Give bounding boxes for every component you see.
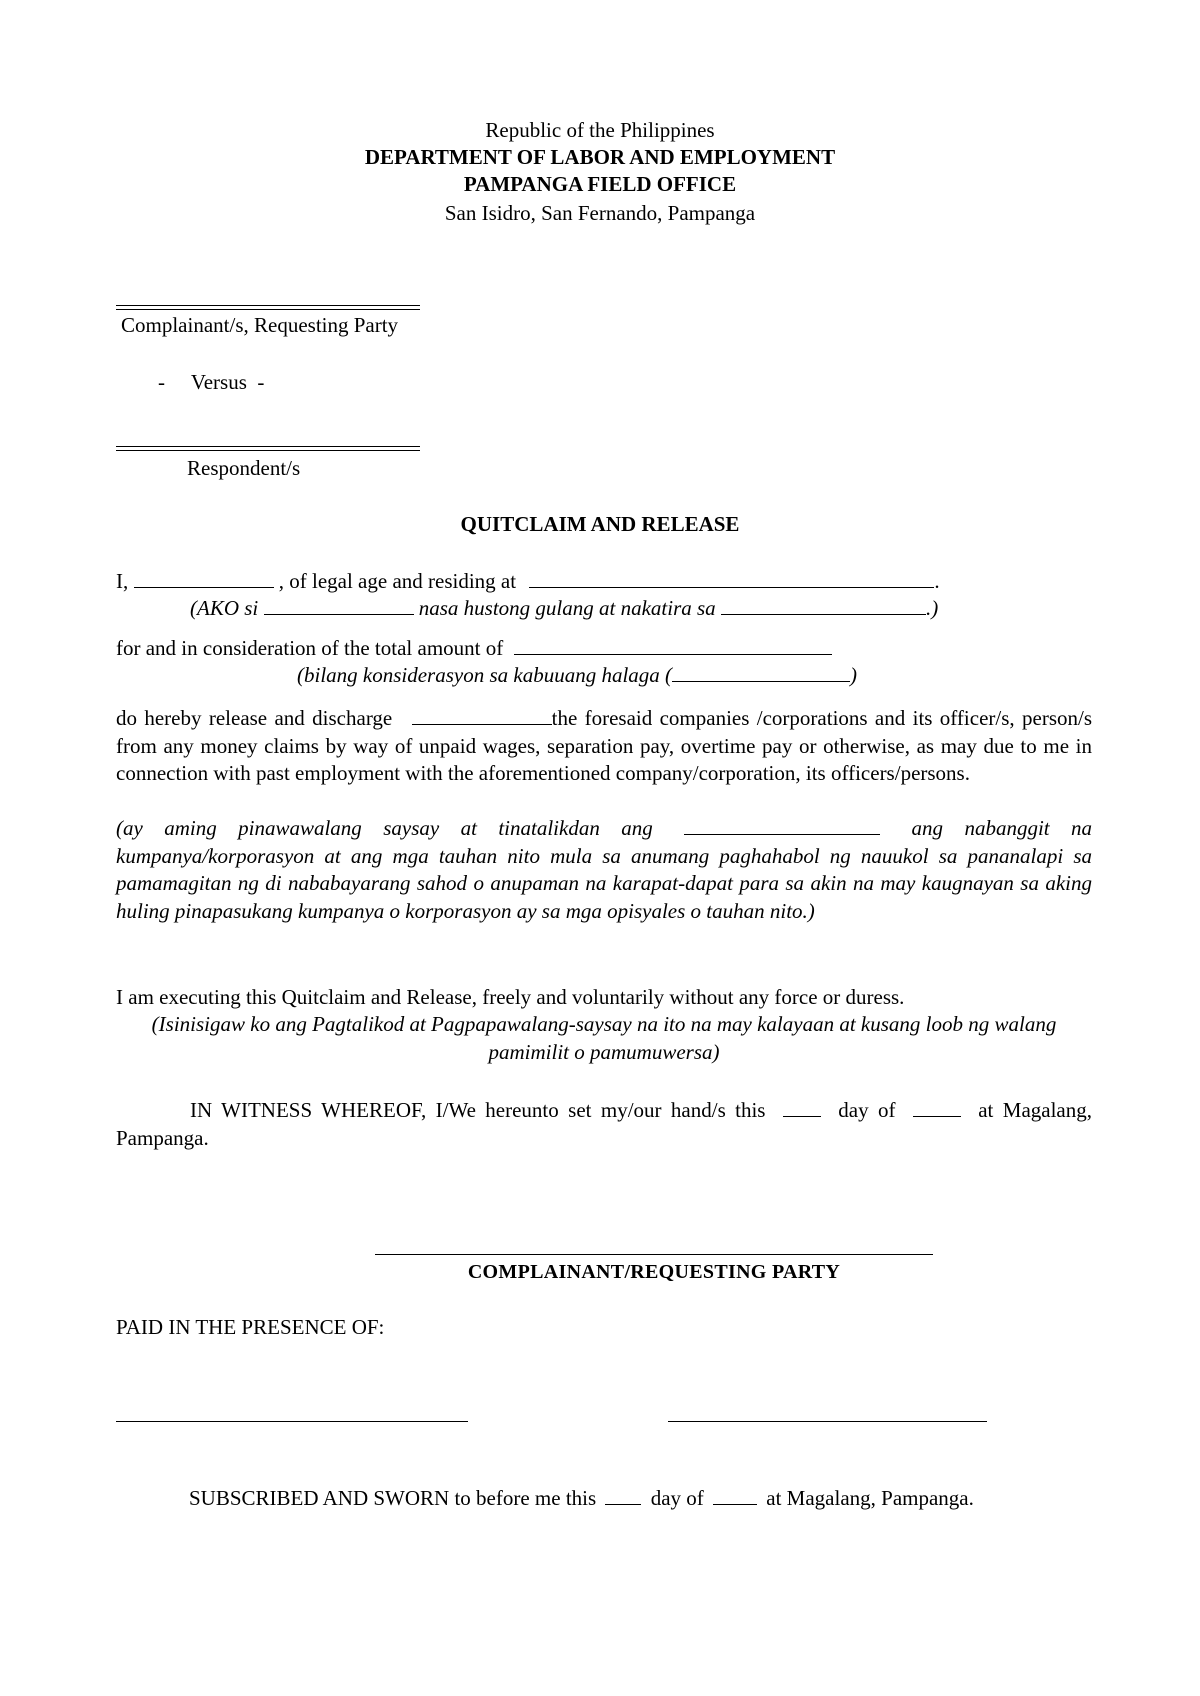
identity-tl-end: .) xyxy=(925,596,939,620)
consideration-en xyxy=(116,634,832,661)
identity-tl-prefix: (AKO si xyxy=(190,596,259,620)
consideration-tl xyxy=(297,661,857,688)
voluntary-en: I am executing this Quitclaim and Release, freely and voluntarily without any force or duress. xyxy=(116,985,905,1009)
witness-part2: day of xyxy=(838,1098,896,1122)
identity-en xyxy=(116,567,940,594)
identity-en-middle: , of legal age and residing at xyxy=(278,569,517,593)
complainant-line xyxy=(116,305,420,310)
witness-signature-line-1[interactable] xyxy=(116,1421,468,1422)
identity-tl-middle: nasa hustong gulang at nakatira sa xyxy=(418,596,716,620)
sworn-day-blank[interactable] xyxy=(605,1484,641,1505)
header-republic: Republic of the Philippines xyxy=(485,118,715,142)
name-blank-tl[interactable] xyxy=(264,594,414,615)
sworn-part3: at Magalang, Pampanga. xyxy=(766,1486,974,1510)
consideration-en-text: for and in consideration of the total amount of xyxy=(116,636,504,660)
sworn-part2: day of xyxy=(650,1486,704,1510)
voluntary-tl: (Isinisigaw ko ang Pagtalikod at Pagpapawalang-saysay na ito na may kalayaan at kusang loob ng walang pamimilit o pamumuwersa) xyxy=(151,1012,1057,1064)
company-blank-tl[interactable] xyxy=(684,814,880,835)
identity-tl xyxy=(190,594,938,621)
consideration-tl-prefix: (bilang konsiderasyon sa kabuuang halaga ( xyxy=(297,663,673,687)
release-paragraph-tl xyxy=(116,814,1092,925)
document-title: QUITCLAIM AND RELEASE xyxy=(460,512,740,536)
paid-presence-label: PAID IN THE PRESENCE OF: xyxy=(116,1315,385,1339)
signature-label: COMPLAINANT/REQUESTING PARTY xyxy=(467,1261,841,1283)
witness-paragraph xyxy=(116,1096,1092,1152)
release-en-rest: the foresaid companies /corporations and its officer/s, person/s from any money claims by way of unpaid wages, separation pay, overtime pay or otherwise, as may due to me in connection with past employment with the aforementioned company/corporation, its officers/persons. xyxy=(116,706,1092,785)
witness-part3: at Magalang, Pampanga. xyxy=(116,1098,1092,1150)
sworn-part1: SUBSCRIBED AND SWORN to before me this xyxy=(189,1486,597,1510)
header-office: PAMPANGA FIELD OFFICE xyxy=(463,172,737,196)
amount-blank-tl[interactable] xyxy=(672,661,850,682)
residence-blank[interactable] xyxy=(529,567,934,588)
identity-en-prefix: I, xyxy=(116,569,129,593)
release-tl-prefix: (ay aming pinawawalang saysay at tinatalikdan ang xyxy=(116,816,653,840)
sworn-month-blank[interactable] xyxy=(713,1484,757,1505)
sworn-statement xyxy=(189,1484,974,1511)
header-department: DEPARTMENT OF LABOR AND EMPLOYMENT xyxy=(364,145,836,169)
release-en-prefix: do hereby release and discharge xyxy=(116,706,393,730)
header-address: San Isidro, San Fernando, Pampanga xyxy=(444,201,756,225)
amount-blank[interactable] xyxy=(514,634,832,655)
residence-blank-tl[interactable] xyxy=(721,594,926,615)
complainant-label: Complainant/s, Requesting Party xyxy=(121,313,399,337)
consideration-tl-end: ) xyxy=(850,663,858,687)
signature-line[interactable] xyxy=(375,1254,933,1255)
release-tl-rest: ang nabanggit na kumpanya/korporasyon at ang mga tauhan nito mula sa anumang paghahabol ng nauukol sa pananalapi sa pamamagitan ng di nababayarang sahod o anupaman na karapat-dapat para sa akin na may kaugnayan sa aking huling pinapasukang kumpanya o korporasyon ay sa mga opisyales o tauhan nito.) xyxy=(116,816,1093,923)
respondent-label: Respondent/s xyxy=(187,456,301,480)
identity-en-end: . xyxy=(934,569,940,593)
company-blank[interactable] xyxy=(412,704,552,725)
witness-signature-line-2[interactable] xyxy=(668,1421,987,1422)
release-paragraph-en xyxy=(116,704,1092,788)
versus-text: - Versus - xyxy=(158,370,265,394)
witness-month-blank[interactable] xyxy=(913,1096,961,1117)
respondent-line xyxy=(116,446,420,451)
witness-part1: IN WITNESS WHEREOF, I/We hereunto set my/our hand/s this xyxy=(190,1098,766,1122)
name-blank[interactable] xyxy=(134,567,274,588)
witness-day-blank[interactable] xyxy=(783,1096,821,1117)
